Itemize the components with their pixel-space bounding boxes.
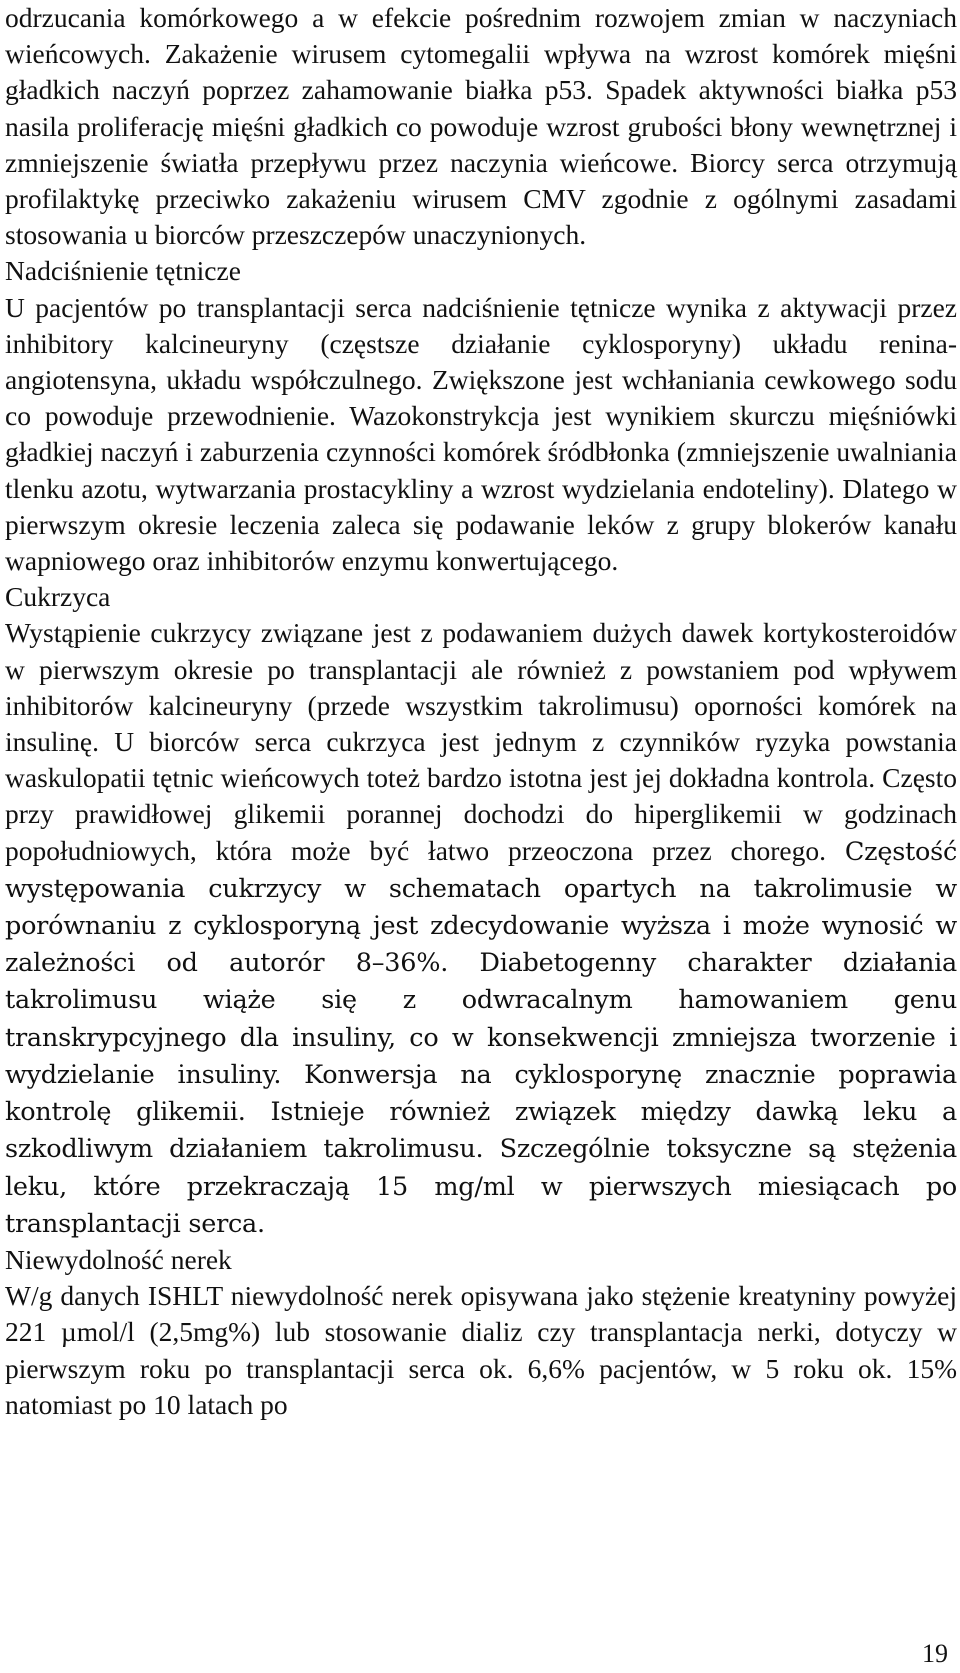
paragraph-renal-failure — [5, 1278, 957, 1423]
paragraph-hypertension-text: U pacjentów po transplantacji serca nadciśnienie tętnicze wynika z aktywacji przez inhibitory kalcineuryny (częstsze działanie cyklosporyny) układu renina-angiotensyna, układu współczulnego. Zwiększone jest wchłaniania cewkowego sodu co powoduje przewodnienie. Wazokonstrykcja jest wynikiem skurczu mięśniówki gładkiej naczyń i zaburzenia czynności komórek śródbłonka (zmniejszenie uwalniania tlenku azotu, wytwarzania prostacykliny a wzrost wydzielania endoteliny). Dlatego w pierwszym okresie leczenia zaleca się podawanie leków z grupy blokerów kanału wapniowego oraz inhibitorów enzymu konwertującego. — [5, 291, 957, 577]
heading-diabetes — [5, 579, 957, 615]
page-number: 19 — [922, 1639, 948, 1668]
heading-hypertension — [5, 253, 957, 289]
heading-hypertension-text: Nadciśnienie tętnicze — [5, 255, 241, 287]
heading-renal-failure-text: Niewydolność nerek — [5, 1243, 232, 1275]
document-page — [5, 0, 957, 1423]
paragraph-cmv-text: odrzucania komórkowego a w efekcie pośrednim rozwojem zmian w naczyniach wieńcowych. Zakażenie wirusem cytomegalii wpływa na wzrost komórek mięśni gładkich naczyń poprzez zahamowanie białka p53. Spadek aktywności białka p53 nasila proliferację mięśni gładkich co powoduje wzrost grubości błony wewnętrznej i zmniejszenie światła przepływu przez naczynia wieńcowe. Biorcy serca otrzymują profilaktykę przeciwko zakażeniu wirusem CMV zgodnie z ogólnymi zasadami stosowania u biorców przeszczepów unaczynionych. — [5, 2, 957, 251]
paragraph-diabetes — [5, 615, 957, 1241]
paragraph-renal-failure-text: W/g danych ISHLT niewydolność nerek opisywana jako stężenie kreatyniny powyżej 221 µmol/l (2,5mg%) lub stosowanie dializ czy transplantacja nerki, dotyczy w pierwszym roku po transplantacji serca ok. 6,6% pacjentów, w 5 roku ok. 15% natomiast po 10 latach po — [5, 1280, 957, 1420]
paragraph-hypertension — [5, 290, 957, 580]
paragraph-cmv — [5, 0, 957, 253]
paragraph-diabetes-text-a: Wystąpienie cukrzycy związane jest z podawaniem dużych dawek kortykosteroidów w pierwszym okresie po transplantacji ale również z powstaniem pod wpływem inhibitorów kalcineuryny (przede wszystkim takrolimusu) oporności komórek na insulinę. U biorców serca cukrzyca jest jednym z czynników ryzyka powstania waskulopatii tętnic wieńcowych toteż bardzo istotna jest jej dokładna kontrola. Często przy prawidłowej glikemii porannej dochodzi do hiperglikemii w godzinach popołudniowych, która może być łatwo przeoczona przez chorego. — [5, 617, 957, 866]
heading-diabetes-text: Cukrzyca — [5, 581, 111, 613]
paragraph-diabetes-text-b: Częstość występowania cukrzycy w schematach opartych na takrolimusie w porównaniu z cyklosporyną jest zdecydowanie wyższa i może wynosić w zależności od autorór 8–36%. Diabetogenny charakter działania takrolimusu wiąże się z odwracalnym hamowaniem genu transkrypcyjnego dla insuliny, co w konsekwencji zmniejsza tworzenie i wydzielanie insuliny. Konwersja na cyklosporynę znacznie poprawia kontrolę glikemii. Istnieje również związek między dawką leku a szkodliwym działaniem takrolimusu. Szczególnie toksyczne są stężenia leku, które przekraczają 15 mg/ml w pierwszych miesiącach po transplantacji serca. — [5, 836, 957, 1239]
heading-renal-failure — [5, 1242, 957, 1278]
